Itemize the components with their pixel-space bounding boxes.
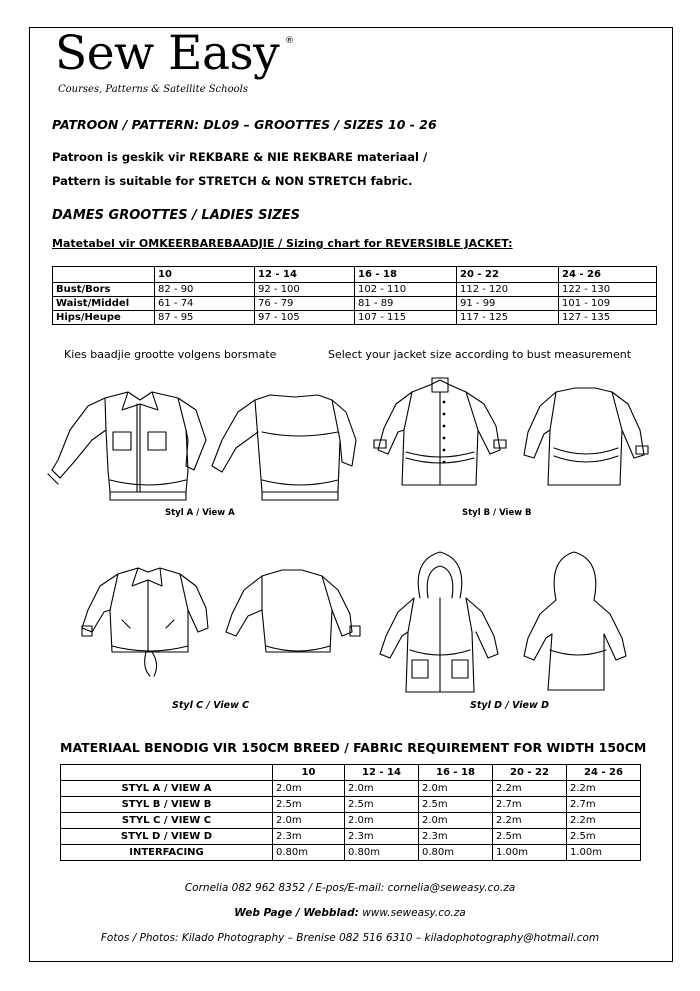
table-cell: 82 - 90 bbox=[155, 283, 255, 297]
suitability-english: Pattern is suitable for STRETCH & NON STRETCH fabric. bbox=[52, 174, 413, 188]
row-label: INTERFACING bbox=[61, 845, 273, 861]
fabric-header-row bbox=[61, 765, 641, 781]
view-a-back-sketch bbox=[212, 395, 356, 500]
footer-web-url[interactable]: www.seweasy.co.za bbox=[362, 907, 466, 919]
row-label: STYL C / VIEW C bbox=[61, 813, 273, 829]
fabric-heading: MATERIAAL BENODIG VIR 150CM BREED / FABRIC REQUIREMENT FOR WIDTH 150CM bbox=[60, 740, 647, 755]
suitability-afrikaans: Patroon is geskik vir REKBARE & NIE REKBARE materiaal / bbox=[52, 150, 428, 164]
logo-registered-mark: ® bbox=[285, 36, 294, 46]
table-cell: 2.0m bbox=[345, 781, 419, 797]
table-cell: 2.3m bbox=[419, 829, 493, 845]
table-cell: 122 - 130 bbox=[559, 283, 657, 297]
sizing-header-cell: 10 bbox=[155, 267, 255, 283]
row-label: Bust/Bors bbox=[53, 283, 155, 297]
table-cell: 0.80m bbox=[345, 845, 419, 861]
view-d-caption: Styl D / View D bbox=[470, 700, 549, 711]
table-row bbox=[61, 797, 641, 813]
table-cell: 92 - 100 bbox=[255, 283, 355, 297]
fabric-header-cell: 12 - 14 bbox=[345, 765, 419, 781]
table-cell: 101 - 109 bbox=[559, 297, 657, 311]
size-note-afrikaans: Kies baadjie grootte volgens borsmate bbox=[64, 348, 277, 361]
view-c-back-sketch bbox=[226, 570, 360, 652]
row-label: STYL A / VIEW A bbox=[61, 781, 273, 797]
view-d-front-sketch bbox=[380, 552, 498, 692]
table-cell: 112 - 120 bbox=[457, 283, 559, 297]
view-b-back-sketch bbox=[524, 388, 648, 485]
fabric-header-cell: 24 - 26 bbox=[567, 765, 641, 781]
table-cell: 0.80m bbox=[273, 845, 345, 861]
table-cell: 2.5m bbox=[493, 829, 567, 845]
table-cell: 2.0m bbox=[273, 813, 345, 829]
table-cell: 76 - 79 bbox=[255, 297, 355, 311]
table-row bbox=[61, 813, 641, 829]
table-cell: 2.5m bbox=[273, 797, 345, 813]
view-d-back-sketch bbox=[524, 552, 626, 690]
fabric-header-cell: 10 bbox=[273, 765, 345, 781]
view-c-caption: Styl C / View C bbox=[172, 700, 250, 711]
sizing-chart-heading: Matetabel vir OMKEERBAREBAADJIE / Sizing chart for REVERSIBLE JACKET: bbox=[52, 237, 513, 250]
sizing-header-cell: 24 - 26 bbox=[559, 267, 657, 283]
table-cell: 1.00m bbox=[493, 845, 567, 861]
table-cell: 2.5m bbox=[567, 829, 641, 845]
table-cell: 2.2m bbox=[493, 781, 567, 797]
table-cell: 2.0m bbox=[419, 813, 493, 829]
fabric-header-cell: 16 - 18 bbox=[419, 765, 493, 781]
sizing-header-cell: 16 - 18 bbox=[355, 267, 457, 283]
sizing-header-cell: 20 - 22 bbox=[457, 267, 559, 283]
table-cell: 1.00m bbox=[567, 845, 641, 861]
row-label: Hips/Heupe bbox=[53, 311, 155, 325]
footer-photos: Fotos / Photos: Kilado Photography – Brenise 082 516 6310 – kiladophotography@hotmail.com bbox=[100, 932, 600, 944]
table-cell: 102 - 110 bbox=[355, 283, 457, 297]
view-b-caption: Styl B / View B bbox=[462, 508, 532, 518]
table-row bbox=[61, 829, 641, 845]
table-cell: 117 - 125 bbox=[457, 311, 559, 325]
table-cell: 87 - 95 bbox=[155, 311, 255, 325]
table-cell: 2.0m bbox=[273, 781, 345, 797]
table-cell: 2.3m bbox=[345, 829, 419, 845]
sizes-heading: DAMES GROOTTES / LADIES SIZES bbox=[52, 208, 301, 223]
table-cell: 81 - 89 bbox=[355, 297, 457, 311]
sizing-header-cell: 12 - 14 bbox=[255, 267, 355, 283]
table-cell: 2.0m bbox=[345, 813, 419, 829]
row-label: STYL B / VIEW B bbox=[61, 797, 273, 813]
table-cell: 2.5m bbox=[419, 797, 493, 813]
table-cell: 2.3m bbox=[273, 829, 345, 845]
table-cell: 107 - 115 bbox=[355, 311, 457, 325]
table-row bbox=[61, 845, 641, 861]
view-a-caption: Styl A / View A bbox=[165, 508, 235, 518]
logo-subtitle: Courses, Patterns & Satellite Schools bbox=[58, 84, 248, 95]
footer-web-label: Web Page / Webblad: bbox=[234, 907, 359, 919]
size-note-english: Select your jacket size according to bust measurement bbox=[328, 348, 632, 361]
view-b-front-sketch bbox=[374, 378, 506, 485]
footer-contact: Cornelia 082 962 8352 / E-pos/E-mail: cornelia@seweasy.co.za bbox=[184, 882, 516, 894]
table-cell: 2.5m bbox=[345, 797, 419, 813]
footer-web bbox=[0, 907, 700, 919]
table-cell: 0.80m bbox=[419, 845, 493, 861]
pattern-title: PATROON / PATTERN: DL09 – GROOTTES / SIZES 10 - 26 bbox=[52, 117, 437, 132]
table-cell: 2.7m bbox=[567, 797, 641, 813]
view-a-front-sketch bbox=[48, 392, 206, 500]
table-cell: 2.7m bbox=[493, 797, 567, 813]
fabric-table bbox=[60, 764, 641, 861]
table-cell: 2.2m bbox=[493, 813, 567, 829]
table-cell: 2.0m bbox=[419, 781, 493, 797]
table-cell: 97 - 105 bbox=[255, 311, 355, 325]
table-cell: 61 - 74 bbox=[155, 297, 255, 311]
row-label: STYL D / VIEW D bbox=[61, 829, 273, 845]
table-cell: 127 - 135 bbox=[559, 311, 657, 325]
fabric-header-cell: 20 - 22 bbox=[493, 765, 567, 781]
logo-title: Sew Easy bbox=[55, 26, 280, 81]
table-cell: 91 - 99 bbox=[457, 297, 559, 311]
table-cell: 2.2m bbox=[567, 781, 641, 797]
view-c-front-sketch bbox=[82, 568, 208, 676]
table-cell: 2.2m bbox=[567, 813, 641, 829]
row-label: Waist/Middel bbox=[53, 297, 155, 311]
table-row bbox=[61, 781, 641, 797]
fabric-header-cell bbox=[61, 765, 273, 781]
